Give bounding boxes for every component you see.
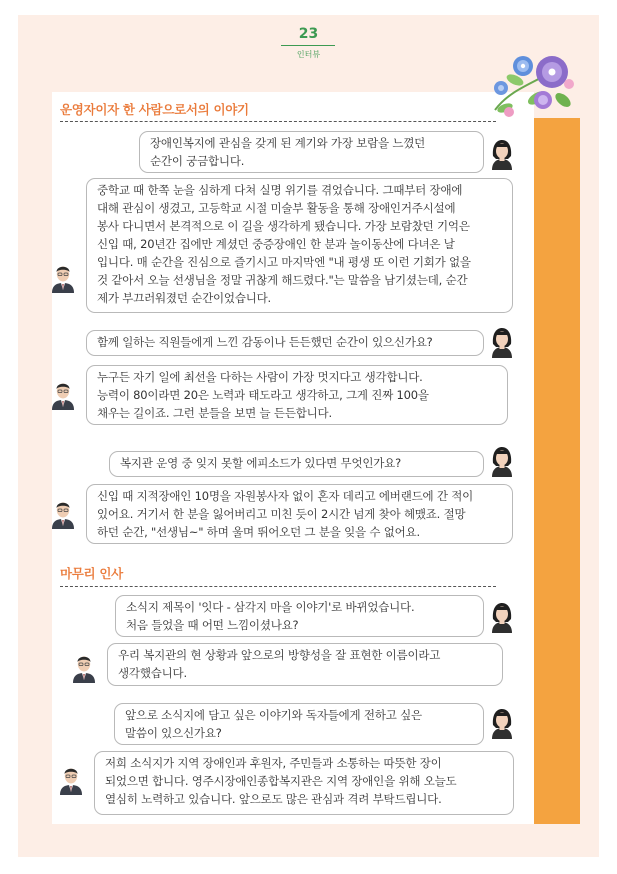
page-number: 23 <box>298 26 319 42</box>
interviewer-question-bubble: 함께 일하는 직원들에게 느낀 감동이나 든든했던 순간이 있으신가요? <box>86 330 484 356</box>
director-avatar-icon <box>50 377 76 411</box>
director-answer-bubble: 저희 소식지가 지역 장애인과 후원자, 주민들과 소통하는 따뜻한 장이 되었으면 합니다. 영주시장애인종합복지관은 지역 장애인을 위해 오늘도 열심히 노력하고 있습니다. 앞으로도 많은 관심과 격려 부탁드립니다. <box>94 751 514 815</box>
director-avatar-icon <box>50 496 76 530</box>
section-divider <box>60 121 496 122</box>
interviewer-avatar-icon <box>489 444 515 478</box>
director-avatar-icon <box>58 762 84 796</box>
page-number-rule <box>281 45 335 46</box>
interviewer-question-bubble: 복지관 운영 중 잊지 못할 에피소드가 있다면 무엇인가요? <box>109 451 484 477</box>
section-divider <box>60 586 496 587</box>
director-avatar-icon <box>50 260 76 294</box>
section-label: 인터뷰 <box>296 50 321 59</box>
interviewer-avatar-icon <box>489 325 515 359</box>
morning-glory-flowers-icon <box>485 50 575 120</box>
interviewer-question-bubble: 소식지 제목이 '잇다 - 삼각지 마을 이야기'로 바뀌었습니다. 처음 들었을 때 어떤 느낌이셨나요? <box>115 595 484 637</box>
interviewer-avatar-icon <box>489 706 515 740</box>
interviewer-avatar-icon <box>489 600 515 634</box>
section-heading: 운영자이자 한 사람으로서의 이야기 <box>60 102 249 117</box>
interviewer-avatar-icon <box>489 137 515 171</box>
section-heading: 마무리 인사 <box>60 566 123 581</box>
interviewer-question-bubble: 장애인복지에 관심을 갖게 된 계기와 가장 보람을 느꼈던 순간이 궁금합니다. <box>139 131 484 173</box>
director-answer-bubble: 누구든 자기 일에 최선을 다하는 사람이 가장 멋지다고 생각합니다. 능력이 80이라면 20은 노력과 태도라고 생각하고, 그게 진짜 100을 채우는 길이죠. 그런 분들을 보면 늘 든든합니다. <box>86 365 508 425</box>
interviewer-question-bubble: 앞으로 소식지에 담고 싶은 이야기와 독자들에게 전하고 싶은 말씀이 있으신가요? <box>114 703 484 745</box>
director-answer-bubble: 신입 때 지적장애인 10명을 자원봉사자 없이 혼자 데리고 에버랜드에 간 적이 있어요. 거기서 한 분을 잃어버리고 미친 듯이 2시간 넘게 찾아 헤맸죠. 절망 하던 순간, "선생님~" 하며 울며 뛰어오던 그 분을 잊을 수 없어요. <box>86 484 513 544</box>
director-answer-bubble: 우리 복지관의 현 상황과 앞으로의 방향성을 잘 표현한 이름이라고 생각했습니다. <box>107 643 503 686</box>
accent-side-bar <box>534 118 580 824</box>
director-avatar-icon <box>71 650 97 684</box>
director-answer-bubble: 중학교 때 한쪽 눈을 심하게 다쳐 실명 위기를 겪었습니다. 그때부터 장애에 대해 관심이 생겼고, 고등학교 시절 미술부 활동을 통해 장애인거주시설에 봉사 다니면서 본격적으로 이 길을 생각하게 됐습니다. 가장 보람찼던 기억은 신입 때, 20년간 집에만 계셨던 중증장애인 한 분과 놀이동산에 다녀온 날 입니다. 매 순간을 진심으로 즐기시고 마지막엔 "내 평생 또 이런 기회가 없을 것 같아서 오늘 선생님을 정말 귀찮게 해드렸다."는 말씀을 남기셨는데, 순간 제가 부끄러워졌던 순간이었습니다. <box>86 178 513 313</box>
